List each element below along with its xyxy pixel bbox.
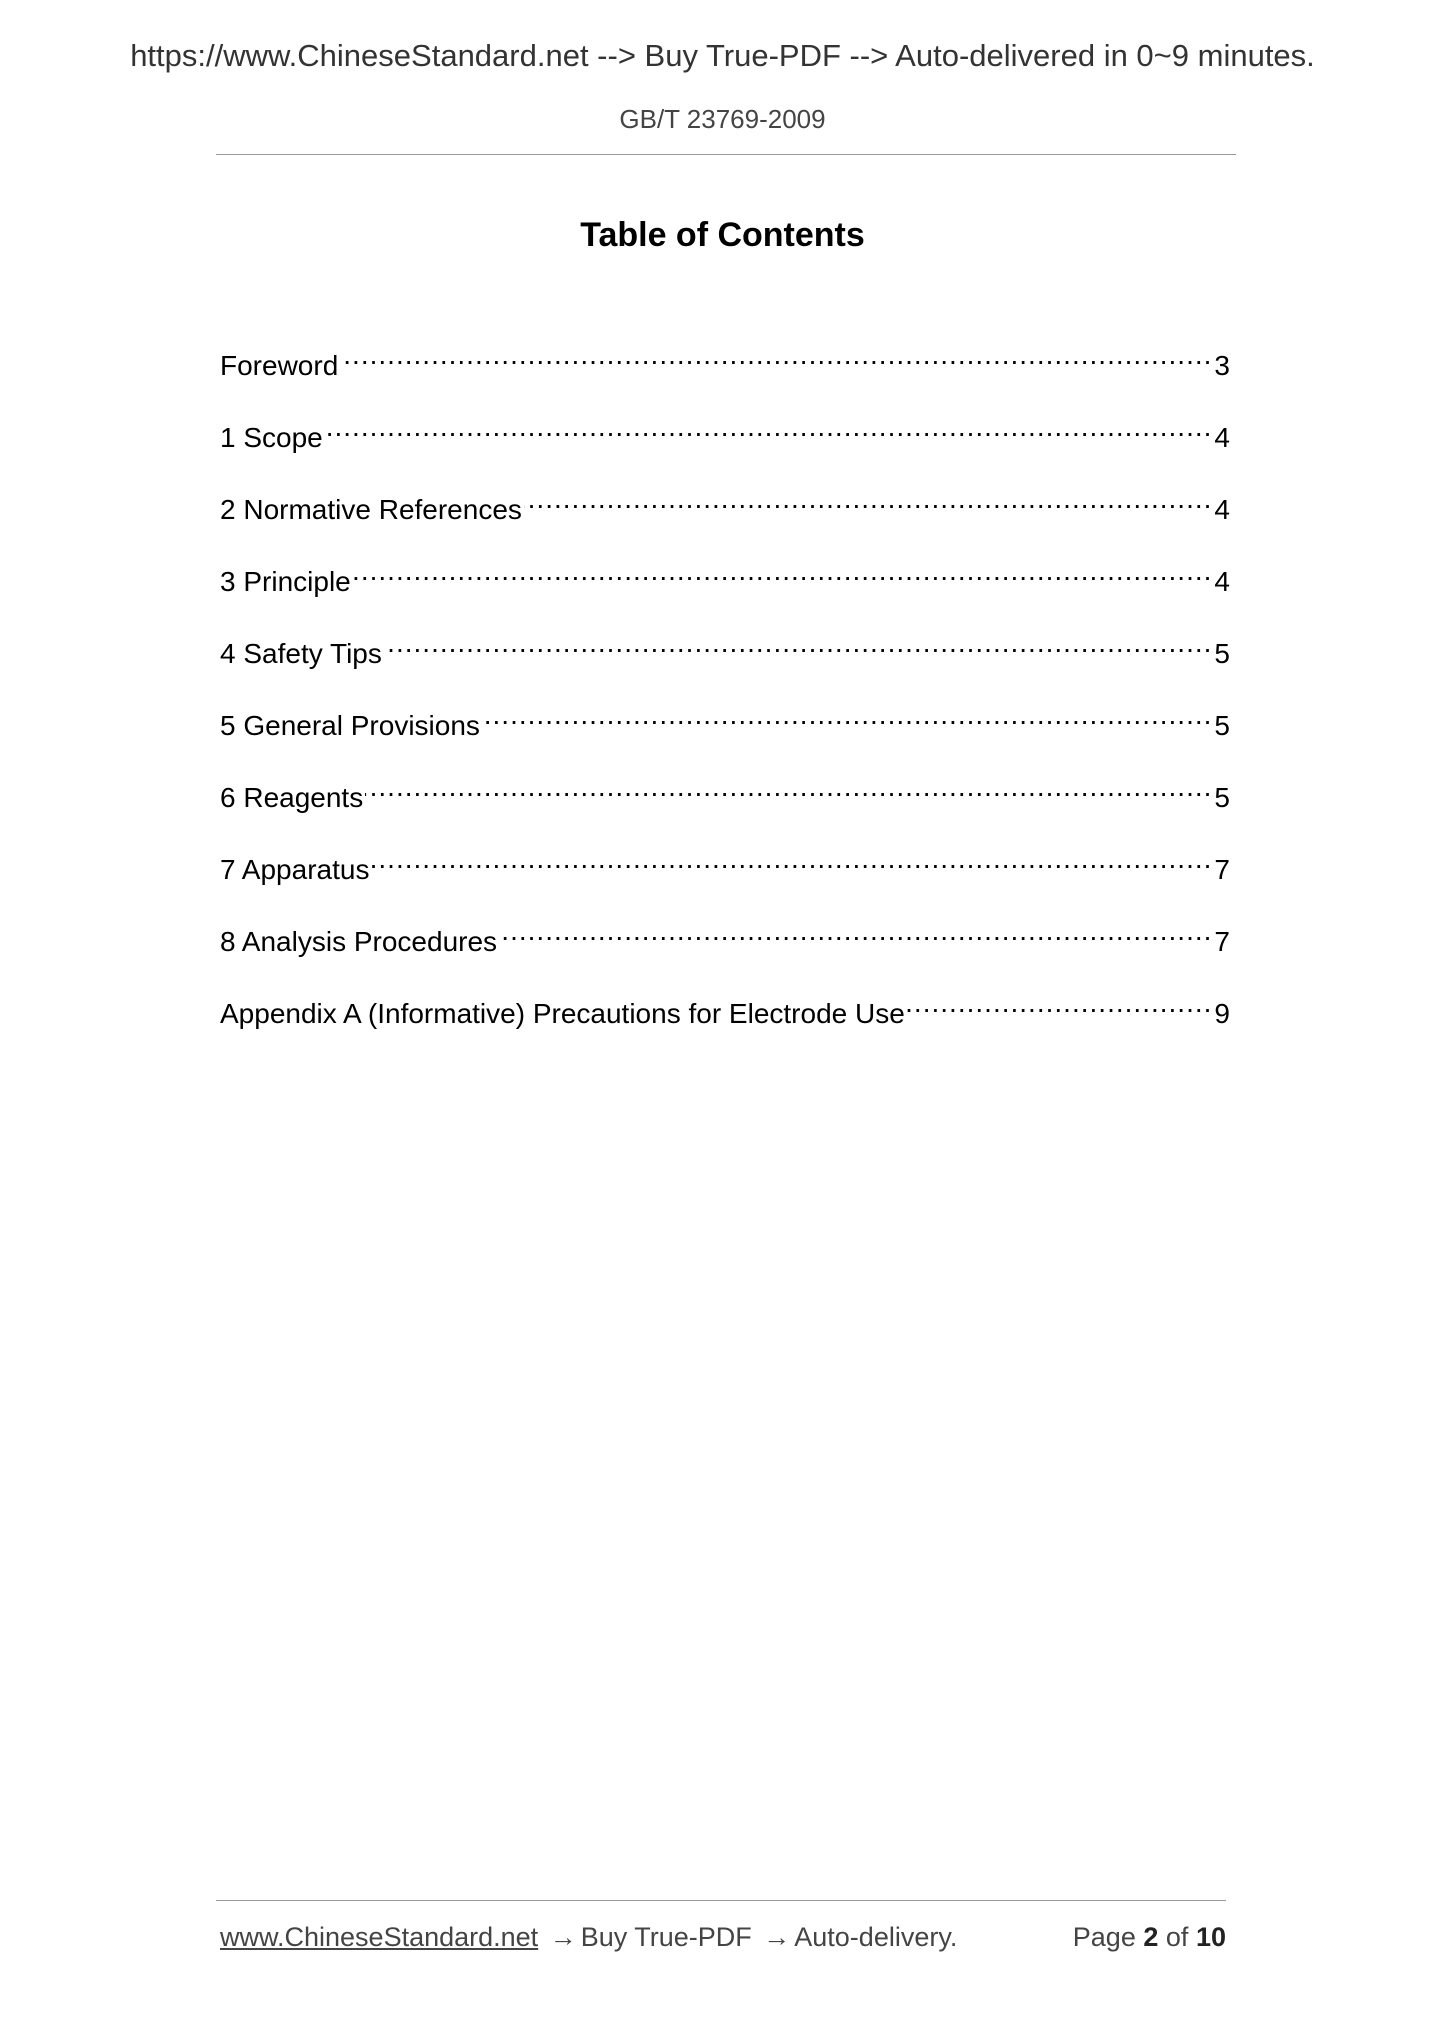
page-of: of (1165, 1922, 1189, 1952)
toc-entry-page: 5 (1214, 638, 1230, 669)
toc-entry-page: 3 (1214, 350, 1230, 381)
toc-entry-foreword[interactable] (220, 335, 1230, 407)
toc-entry-label: 8 Analysis Procedures (220, 926, 498, 957)
toc-entry-label: Appendix A (Informative) Precautions for Electrode Use (220, 998, 905, 1029)
toc-entry-page: 4 (1214, 422, 1230, 453)
dot-leader (353, 551, 1213, 591)
toc-entry-page: 9 (1214, 998, 1230, 1029)
toc-entry-label: 1 Scope (220, 422, 323, 453)
footer-delivery-text: Auto-delivery. (794, 1922, 958, 1952)
dot-leader (907, 983, 1213, 1023)
toc-entry-safety-tips[interactable] (220, 623, 1230, 695)
table-of-contents (220, 335, 1230, 1055)
dot-leader (482, 695, 1213, 735)
page-total: 10 (1195, 1922, 1226, 1952)
toc-entry-general-provisions[interactable] (220, 695, 1230, 767)
arrow-right-icon: → (763, 1922, 791, 1952)
toc-entry-label: 4 Safety Tips (220, 638, 382, 669)
header-divider (216, 154, 1236, 155)
toc-title: Table of Contents (580, 216, 865, 254)
toc-entry-scope[interactable] (220, 407, 1230, 479)
dot-leader (365, 767, 1212, 807)
dot-leader (371, 839, 1212, 879)
page-number (1073, 1922, 1226, 1953)
toc-entry-label: 2 Normative References (220, 494, 522, 525)
page-current: 2 (1143, 1922, 1159, 1952)
dot-leader (325, 407, 1213, 447)
toc-entry-page: 4 (1214, 566, 1230, 597)
arrow-right-icon: → (549, 1922, 577, 1952)
footer-divider (216, 1900, 1226, 1901)
page-footer (220, 1922, 1226, 1953)
toc-entry-page: 4 (1214, 494, 1230, 525)
toc-entry-page: 5 (1214, 710, 1230, 741)
page-word: Page (1072, 1922, 1136, 1952)
dot-leader (340, 335, 1212, 375)
toc-entry-reagents[interactable] (220, 767, 1230, 839)
toc-entry-normative-references[interactable] (220, 479, 1230, 551)
toc-entry-page: 5 (1214, 782, 1230, 813)
toc-entry-page: 7 (1214, 854, 1230, 885)
toc-entry-label: Foreword (220, 350, 339, 381)
dot-leader (384, 623, 1213, 663)
toc-entry-label: 6 Reagents (220, 782, 364, 813)
toc-entry-principle[interactable] (220, 551, 1230, 623)
toc-entry-label: 5 General Provisions (220, 710, 480, 741)
toc-entry-page: 7 (1214, 926, 1230, 957)
footer-buy-text: Buy True-PDF (580, 1922, 752, 1952)
toc-entry-analysis-procedures[interactable] (220, 911, 1230, 983)
toc-entry-label: 3 Principle (220, 566, 351, 597)
dot-leader (524, 479, 1213, 519)
footer-site-link[interactable]: www.ChineseStandard.net (220, 1922, 539, 1952)
toc-entry-apparatus[interactable] (220, 839, 1230, 911)
toc-entry-appendix-a[interactable] (220, 983, 1230, 1055)
toc-entry-label: 7 Apparatus (220, 854, 370, 885)
dot-leader (499, 911, 1212, 951)
top-banner: https://www.ChineseStandard.net --> Buy True-PDF --> Auto-delivered in 0~9 minutes. (130, 38, 1315, 73)
document-code: GB/T 23769-2009 (619, 104, 826, 134)
